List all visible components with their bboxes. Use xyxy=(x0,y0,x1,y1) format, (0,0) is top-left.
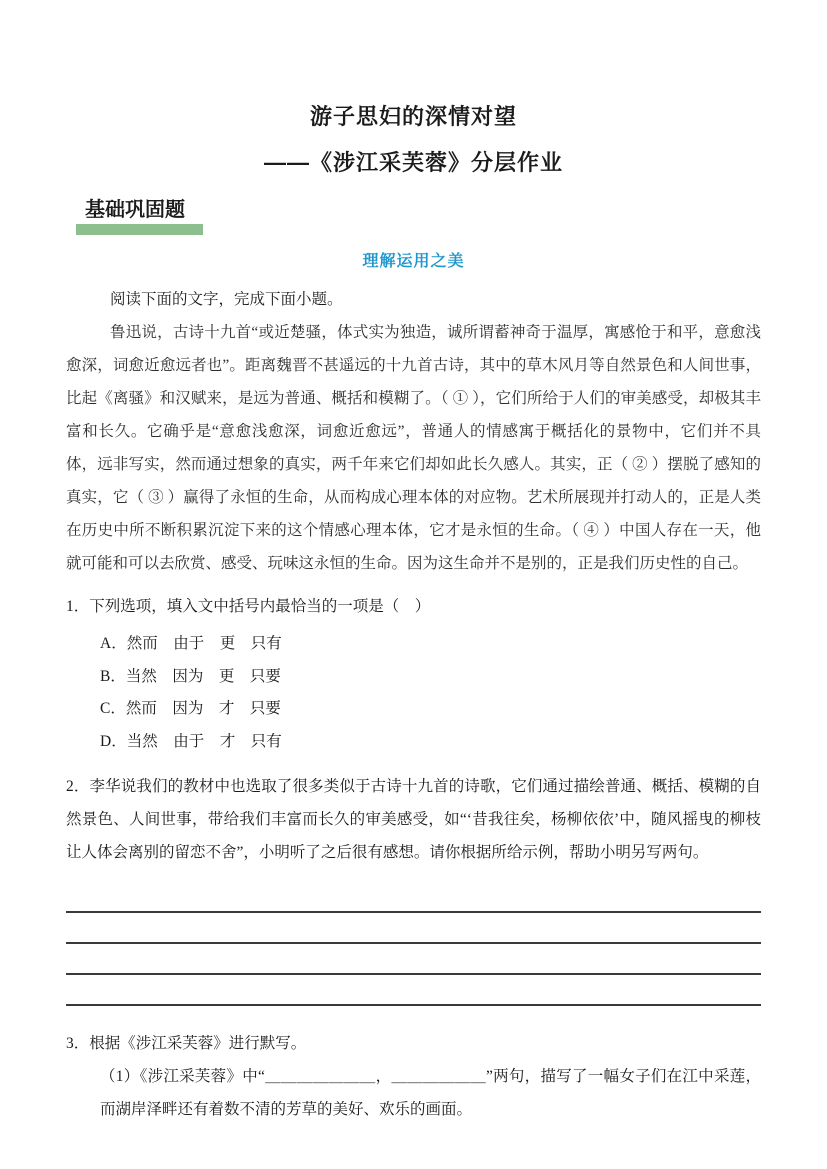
section-badge-label: 基础巩固题 xyxy=(85,199,185,221)
option-c: C．然而 因为 才 只要 xyxy=(100,700,281,717)
answer-line xyxy=(66,882,761,913)
option-a: A．然而 由于 更 只有 xyxy=(100,635,282,652)
section-badge-underline-bar xyxy=(76,224,203,235)
question-3-stem: 3．根据《涉江采芙蓉》进行默写。 xyxy=(66,1035,307,1052)
page-title: 游子思妇的深情对望 xyxy=(309,104,517,129)
reading-instruction: 阅读下面的文字，完成下面小题。 xyxy=(110,291,343,308)
question-1-options xyxy=(100,628,761,758)
answer-line xyxy=(66,913,761,944)
question-2-text: 2．李华说我们的教材中也选取了很多类似于古诗十九首的诗歌，它们通过描绘普通、概括、模糊的自然景色、人间世事，带给我们丰富而长久的审美感受，如“‘昔我往矣，杨柳依依’中，随风摇曳的柳枝让人体会离别的留恋不舍”，小明听了之后很有感想。请你根据所给示例，帮助小明另写两句。 xyxy=(66,778,761,861)
reading-passage: 鲁迅说，古诗十九首“或近楚骚，体式实为独造，诚所谓蓄神奇于温厚，寓感怆于和平，意愈浅愈深，词愈近愈远者也”。距离魏晋不甚遥远的十九首古诗，其中的草木风月等自然景色和人间世事，比起《离骚》和汉赋来，是远为普通、概括和模糊了。（ ① ），它们所给于人们的审美感受，却极其丰富和长久。它确乎是“意愈浅愈深，词愈近愈远”，普通人的情感寓于概括化的景物中，它们并不具体，远非写实，然而通过想象的真实，两千年来它们却如此长久感人。其实，正（ ② ）摆脱了感知的真实，它（ ③ ）赢得了永恒的生命，从而构成心理本体的对应物。艺术所展现并打动人的，正是人类在历史中所不断积累沉淀下来的这个情感心理本体，它才是永恒的生命。（ ④ ）中国人存在一天，他就可能和可以去欣赏、感受、玩味这永恒的生命。因为这生命并不是别的，正是我们历史性的自己。 xyxy=(66,324,761,572)
option-d: D．当然 由于 才 只有 xyxy=(100,732,282,750)
subsection-heading: 理解运用之美 xyxy=(362,253,465,270)
question-3-item-1: （1）《涉江采芙蓉》中“＿＿＿＿＿＿＿，＿＿＿＿＿＿”两句，描写了一幅女子们在江中采莲，而湖岸泽畔还有着数不清的芳草的美好、欢乐的画面。 xyxy=(100,1068,761,1118)
section-badge xyxy=(76,198,203,235)
question-1-stem: 1．下列选项，填入文中括号内最恰当的一项是（ ） xyxy=(66,598,431,615)
answer-line xyxy=(66,944,761,975)
answer-lines xyxy=(66,882,761,1006)
answer-line xyxy=(66,975,761,1006)
option-b: B．当然 因为 更 只要 xyxy=(100,667,281,685)
page-subtitle: ——《涉江采芙蓉》分层作业 xyxy=(263,150,563,175)
